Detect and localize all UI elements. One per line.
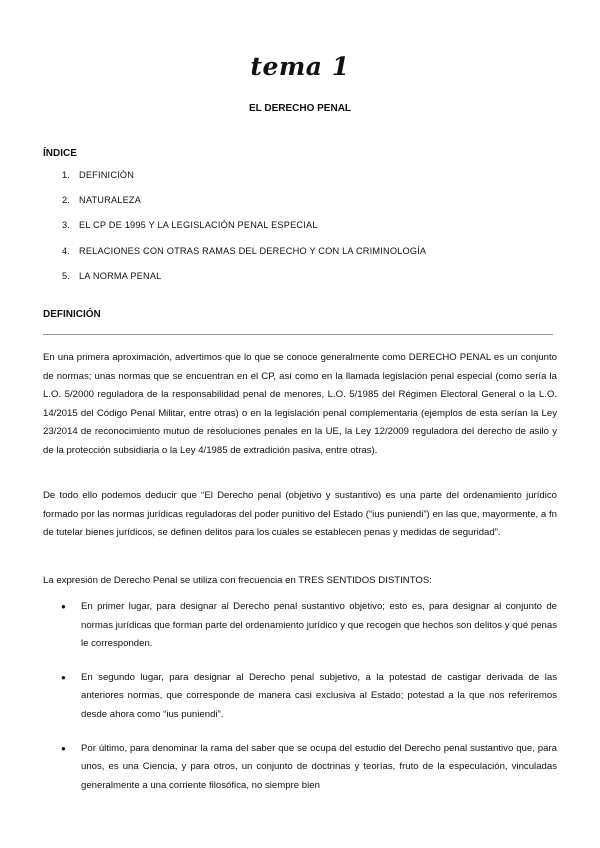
toc-item-number: 1. <box>62 170 71 180</box>
section-heading-definicion: DEFINICIÓN <box>43 309 101 320</box>
toc-item-number: 4. <box>62 245 71 256</box>
toc-item <box>62 271 426 296</box>
bullet-icon: ● <box>61 743 66 753</box>
toc-item-label: RELACIONES CON OTRAS RAMAS DEL DERECHO Y CON LA CRIMINOLOGÍA <box>79 245 427 256</box>
document-subtitle: EL DERECHO PENAL <box>248 103 352 114</box>
bullet-list <box>61 598 557 810</box>
list-item <box>61 740 557 796</box>
document-title: tema 1 <box>250 52 350 81</box>
toc-item-number: 2. <box>62 195 71 206</box>
table-of-contents <box>62 170 426 296</box>
bullet-icon: ● <box>61 672 66 682</box>
toc-item <box>62 195 426 220</box>
toc-item <box>62 220 426 245</box>
toc-item-label: NATURALEZA <box>79 195 142 206</box>
toc-item-number: 3. <box>62 220 71 231</box>
toc-item <box>62 170 426 195</box>
list-item <box>61 669 557 725</box>
list-item-text: En primer lugar, para designar al Derecho penal sustantivo objetivo; esto es, para designar al conjunto de normas jurídicas que forman parte del ordenamiento jurídico y que recogen que hechos son delitos y qué penas le corresponden. <box>81 601 557 650</box>
paragraph: En una primera aproximación, advertimos que lo que se conoce generalmente como DERECHO PENAL es un conjunto de normas; unas normas que se encuentran en el CP, así como en la llamada legislación penal especial (como sería la L.O. 5/2000 reguladora de la responsabilidad penal de menores, L.O. 5/1985 del Régimen Electoral General o la L.O. 14/2015 del Código Penal Militar, entre otras) o en la legislación penal complementaria (ejemplos de esta serían la Ley 23/2014 de reconocimiento mutuo de resoluciones penales en la UE, la Ley 12/2009 reguladora del derecho de asilo y de la protección subsidiaria o la Ley 4/1985 de extradición pasiva, entre otras). <box>43 352 557 456</box>
toc-item-label: DEFINICIÓN <box>79 170 135 180</box>
toc-item-label: EL CP DE 1995 Y LA LEGISLACIÓN PENAL ESPECIAL <box>79 220 318 231</box>
toc-item-label: LA NORMA PENAL <box>79 270 162 281</box>
list-item-text: Por último, para denominar la rama del saber que se ocupa del estudio del Derecho penal sustantivo que, para unos, es una Ciencia, y para otros, un conjunto de doctrinas y teorías, fruto de la especulación, vinculadas generalmente a una corriente filosófica, no siempre bien <box>81 742 557 791</box>
paragraph: De todo ello podemos deducir que “El Derecho penal (objetivo y sustantivo) es una parte del ordenamiento jurídico formado por las normas jurídicas reguladoras del poder punitivo del Estado (“ius puniendi”) en las que, mayormente, a fn de tutelar bienes jurídicos, se definen delitos para los cuales se establecen penas y medidas de seguridad”. <box>43 490 557 539</box>
index-heading: ÍNDICE <box>43 148 77 159</box>
list-item-text: En segundo lugar, para designar al Derecho penal subjetivo, a la potestad de castigar derivada de las anteriores normas, que corresponde de manera casi exclusiva al Estado; potestad a la que nos referiremos desde ahora como “ius puniendi”. <box>81 671 557 720</box>
toc-item <box>62 246 426 271</box>
toc-item-number: 5. <box>62 270 71 281</box>
section-divider <box>43 334 553 335</box>
bullet-icon: ● <box>61 602 66 611</box>
paragraph: La expresión de Derecho Penal se utiliza con frecuencia en TRES SENTIDOS DISTINTOS: <box>43 575 432 586</box>
list-item <box>61 598 557 654</box>
